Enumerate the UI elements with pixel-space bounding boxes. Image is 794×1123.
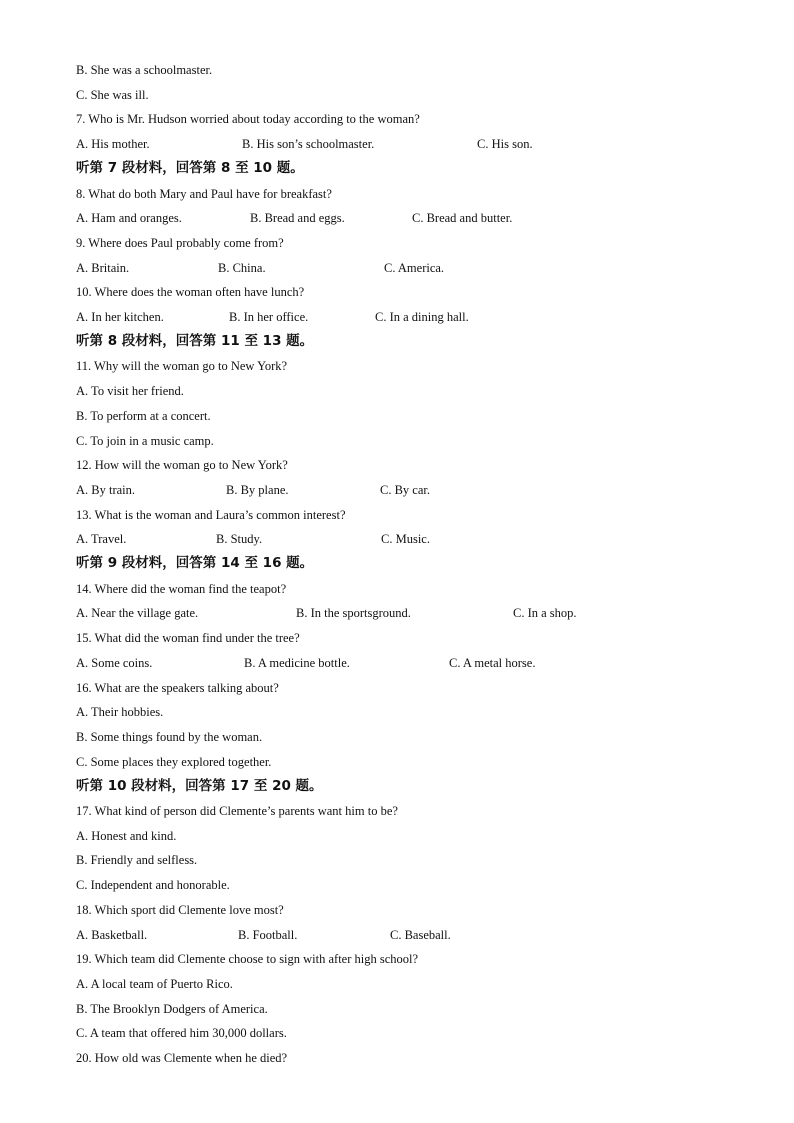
question-15: 15. What did the woman find under the tree? [76,631,300,645]
option-c: C. A metal horse. [449,656,536,670]
option-b: B. In the sportsground. [296,606,411,620]
option-c: C. Independent and honorable. [76,878,230,892]
option-b: B. China. [218,261,266,275]
question-20: 20. How old was Clemente when he died? [76,1051,288,1065]
section-heading-10: 听第 10 段材料，回答第 17 至 20 题。 [76,778,323,794]
section-heading-9: 听第 9 段材料，回答第 14 至 16 题。 [76,555,314,571]
option-b: B. In her office. [229,310,309,324]
question-18: 18. Which sport did Clemente love most? [76,903,284,917]
option-c: C. Bread and butter. [412,211,513,225]
option-c: C. In a dining hall. [375,310,469,324]
options-row-12 [76,482,776,498]
option-a: A. Their hobbies. [76,705,164,719]
option-a: A. Honest and kind. [76,829,177,843]
section-heading-8: 听第 8 段材料，回答第 11 至 13 题。 [76,333,314,349]
option-b: B. Bread and eggs. [250,211,345,225]
option-a: A. Travel. [76,532,127,546]
option-c: C. America. [384,261,445,275]
option-line: B. She was a schoolmaster. [76,63,213,77]
options-row-9 [76,260,776,276]
question-19: 19. Which team did Clemente choose to sign with after high school? [76,952,419,966]
option-c: C. A team that offered him 30,000 dollars. [76,1026,287,1040]
question-11: 11. Why will the woman go to New York? [76,359,288,373]
question-13: 13. What is the woman and Laura’s common interest? [76,508,346,522]
option-c: C. Music. [381,532,430,546]
option-b: B. The Brooklyn Dodgers of America. [76,1002,268,1016]
option-b: B. By plane. [226,483,289,497]
option-b: B. A medicine bottle. [244,656,350,670]
option-a: A. To visit her friend. [76,384,184,398]
question-14: 14. Where did the woman find the teapot? [76,582,287,596]
option-a: A. Britain. [76,261,130,275]
option-a: A. Ham and oranges. [76,211,182,225]
question-12: 12. How will the woman go to New York? [76,458,288,472]
option-c: C. In a shop. [513,606,577,620]
question-9: 9. Where does Paul probably come from? [76,236,284,250]
question-8: 8. What do both Mary and Paul have for breakfast? [76,187,332,201]
option-b: B. Football. [238,928,298,942]
option-a: A. Basketball. [76,928,148,942]
option-b: B. Study. [216,532,263,546]
options-row-18 [76,927,776,943]
option-c: C. Some places they explored together. [76,755,272,769]
options-row-10 [76,309,776,325]
option-a: A. A local team of Puerto Rico. [76,977,233,991]
option-c: C. Baseball. [390,928,451,942]
option-a: A. By train. [76,483,136,497]
option-c: C. By car. [380,483,430,497]
options-row-15 [76,655,776,671]
option-c: C. His son. [477,137,533,151]
option-b: B. His son’s schoolmaster. [242,137,375,151]
option-a: A. His mother. [76,137,150,151]
options-row-8 [76,210,776,226]
question-7: 7. Who is Mr. Hudson worried about today according to the woman? [76,112,420,126]
option-line: C. She was ill. [76,88,149,102]
options-row-7 [76,136,776,152]
option-b: B. Some things found by the woman. [76,730,263,744]
question-10: 10. Where does the woman often have lunch? [76,285,305,299]
options-row-13 [76,531,776,547]
option-a: A. Some coins. [76,656,153,670]
options-row-14 [76,605,776,621]
question-17: 17. What kind of person did Clemente’s parents want him to be? [76,804,398,818]
option-b: B. Friendly and selfless. [76,853,198,867]
option-b: B. To perform at a concert. [76,409,211,423]
option-a: A. Near the village gate. [76,606,199,620]
option-c: C. To join in a music camp. [76,434,214,448]
option-a: A. In her kitchen. [76,310,164,324]
section-heading-7: 听第 7 段材料，回答第 8 至 10 题。 [76,160,304,176]
question-16: 16. What are the speakers talking about? [76,681,279,695]
